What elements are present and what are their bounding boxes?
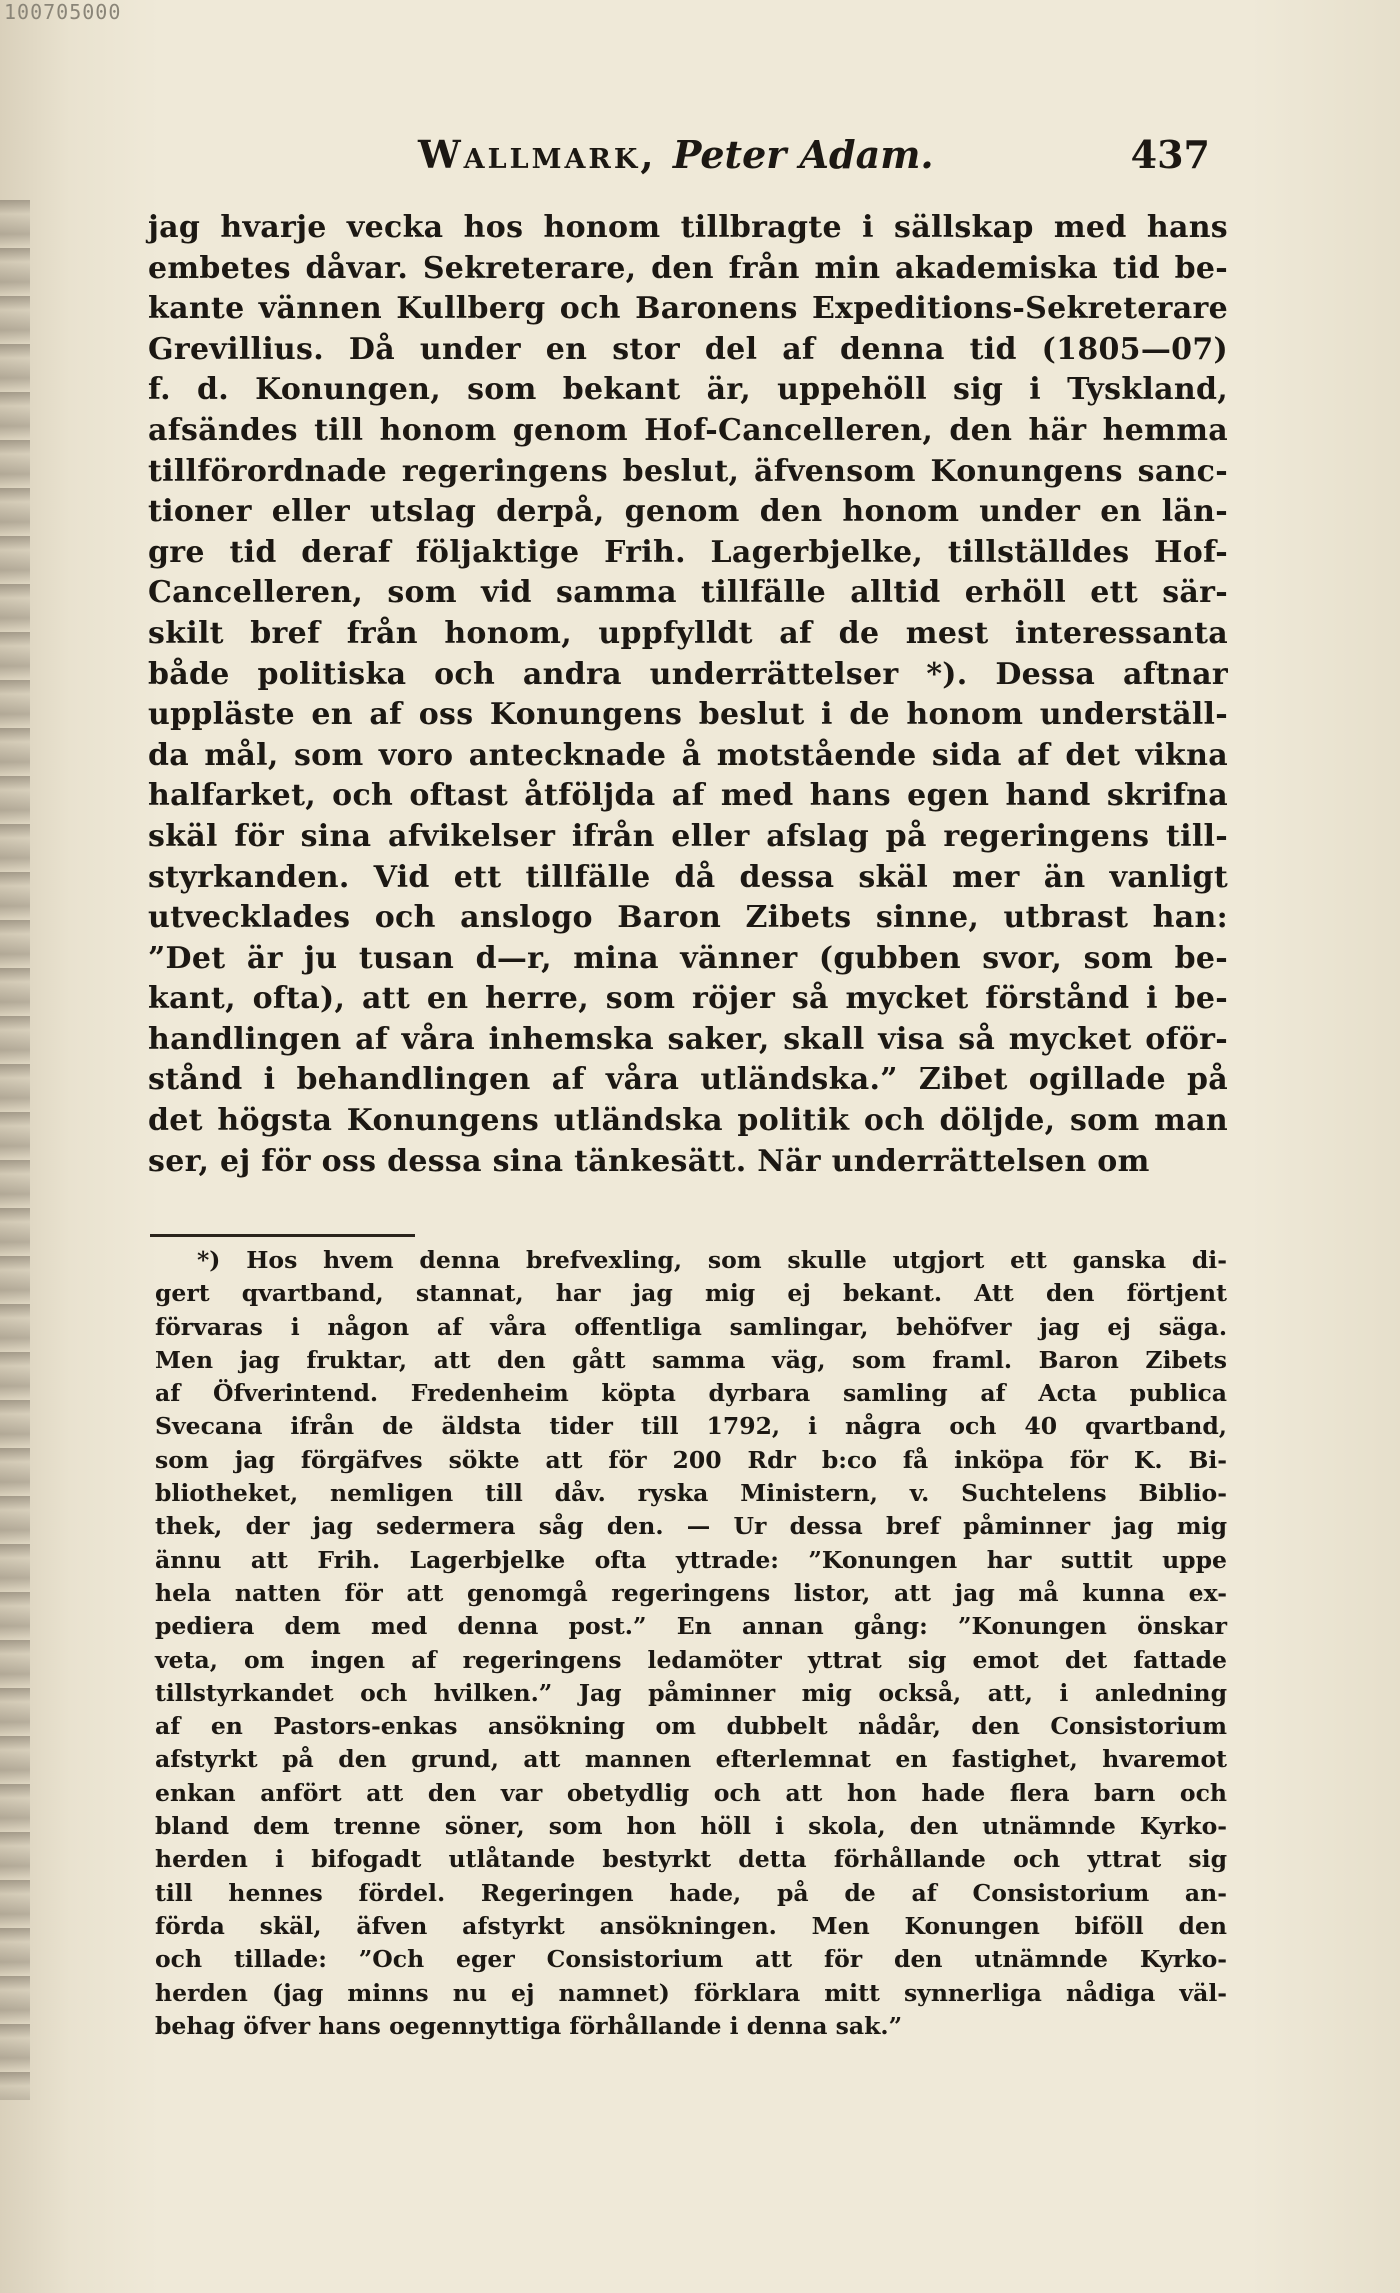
body-line: Cancelleren, som vid samma tillfälle alltid erhöll ett sär- <box>148 575 1228 611</box>
body-line: gre tid deraf följaktige Frih. Lagerbjelke, tillställdes Hof- <box>148 534 1228 570</box>
body-line: embetes dåvar. Sekreterare, den från min akademiska tid be- <box>148 250 1228 286</box>
footnote-line: behag öfver hans oegennyttiga förhållande i denna sak.” <box>155 2011 903 2040</box>
footnote-line: förvaras i någon af våra offentliga samlingar, behöfver jag ej säga. <box>155 1312 1227 1341</box>
footnote-line: enkan anfört att den var obetydlig och att hon hade flera barn och <box>155 1778 1227 1807</box>
body-text <box>148 208 1228 1182</box>
footnote-line: bland dem trenne söner, som hon höll i skola, den utnämnde Kyrko- <box>155 1812 1227 1841</box>
footnote-line: af Öfverintend. Fredenheim köpta dyrbara samling af Acta publica <box>155 1379 1227 1408</box>
body-line: Grevillius. Då under en stor del af denna tid (1805—07) <box>148 331 1228 367</box>
footnote-line: tillstyrkandet och hvilken.” Jag påminner mig också, att, i anledning <box>155 1678 1227 1707</box>
footnote-line: af en Pastors-enkas ansökning om dubbelt nådår, den Consistorium <box>155 1712 1227 1741</box>
body-line: f. d. Konungen, som bekant är, uppehöll sig i Tyskland, <box>148 372 1228 408</box>
footnote-line: Svecana ifrån de äldsta tider till 1792, i några och 40 qvartband, <box>155 1412 1227 1441</box>
page-header <box>150 132 1210 182</box>
body-line: kante vännen Kullberg och Baronens Expeditions-Sekreterare <box>148 291 1228 327</box>
body-line: handlingen af våra inhemska saker, skall visa så mycket oför- <box>148 1021 1228 1057</box>
footnote-line: till hennes fördel. Regeringen hade, på de af Consistorium an- <box>155 1878 1227 1907</box>
footnote-line: herden i bifogadt utlåtande bestyrkt detta förhållande och yttrat sig <box>155 1845 1227 1874</box>
footnote-line: och tillade: ”Och eger Consistorium att för den utnämnde Kyrko- <box>155 1945 1227 1974</box>
footnote-line: Men jag fruktar, att den gått samma väg, som framl. Baron Zibets <box>155 1345 1227 1374</box>
running-head <box>418 132 934 177</box>
body-line: afsändes till honom genom Hof-Cancelleren, den här hemma <box>148 412 1228 448</box>
shelf-mark: 100705000 <box>4 0 122 24</box>
body-line: både politiska och andra underrättelser *). Dessa aftnar <box>148 656 1228 692</box>
body-line: halfarket, och oftast åtföljda af med hans egen hand skrifna <box>148 778 1228 814</box>
footnote-line: thek, der jag sedermera såg den. — Ur dessa bref påminner jag mig <box>155 1512 1227 1541</box>
body-line: skäl för sina afvikelser ifrån eller afslag på regeringens till- <box>148 818 1228 854</box>
footnote-line: herden (jag minns nu ej namnet) förklara mitt synnerliga nådiga väl- <box>155 1978 1227 2007</box>
body-line: da mål, som voro antecknade å motstående sida af det vikna <box>148 737 1228 773</box>
footnote <box>155 1244 1227 2043</box>
body-line: ser, ej för oss dessa sina tänkesätt. När underrättelsen om <box>148 1143 1150 1179</box>
footnote-rule <box>150 1234 415 1237</box>
body-line: det högsta Konungens utländska politik och döljde, som man <box>148 1103 1228 1139</box>
body-line: tillförordnade regeringens beslut, äfvensom Konungens sanc- <box>148 453 1228 489</box>
running-head-name: Wallmark, <box>418 132 657 177</box>
body-line: kant, ofta), att en herre, som röjer så mycket förstånd i be- <box>148 981 1228 1017</box>
body-line: skilt bref från honom, uppfylldt af de mest interessanta <box>148 615 1228 651</box>
body-line: tioner eller utslag derpå, genom den honom under en län- <box>148 494 1228 530</box>
body-line: stånd i behandlingen af våra utländska.” Zibet ogillade på <box>148 1062 1228 1098</box>
body-line: ”Det är ju tusan d—r, mina vänner (gubben svor, som be- <box>148 940 1228 976</box>
footnote-line: som jag förgäfves sökte att för 200 Rdr b:co få inköpa för K. Bi- <box>155 1445 1227 1474</box>
footnote-line: pediera dem med denna post.” En annan gång: ”Konungen önskar <box>155 1612 1227 1641</box>
running-head-italic: Peter Adam. <box>672 132 934 177</box>
footnote-line: hela natten för att genomgå regeringens listor, att jag må kunna ex- <box>155 1578 1227 1607</box>
body-line: uppläste en af oss Konungens beslut i de honom underställ- <box>148 697 1228 733</box>
body-line: styrkanden. Vid ett tillfälle då dessa skäl mer än vanligt <box>148 859 1228 895</box>
page-number: 437 <box>1130 132 1210 177</box>
binding-gutter <box>0 200 30 2100</box>
body-line: jag hvarje vecka hos honom tillbragte i sällskap med hans <box>148 210 1228 245</box>
footnote-line: veta, om ingen af regeringens ledamöter yttrat sig emot det fattade <box>155 1645 1227 1674</box>
footnote-line: bliotheket, nemligen till dåv. ryska Ministern, v. Suchtelens Biblio- <box>155 1479 1227 1508</box>
body-line: utvecklades och anslogo Baron Zibets sinne, utbrast han: <box>148 900 1228 936</box>
footnote-line: förda skäl, äfven afstyrkt ansökningen. Men Konungen biföll den <box>155 1911 1227 1940</box>
footnote-line: afstyrkt på den grund, att mannen efterlemnat en fastighet, hvaremot <box>155 1745 1227 1774</box>
footnote-line: ännu att Frih. Lagerbjelke ofta yttrade: ”Konungen har suttit uppe <box>155 1545 1227 1574</box>
footnote-line: *) Hos hvem denna brefvexling, som skulle utgjort ett ganska di- <box>197 1246 1227 1274</box>
footnote-line: gert qvartband, stannat, har jag mig ej bekant. Att den förtjent <box>155 1279 1227 1308</box>
